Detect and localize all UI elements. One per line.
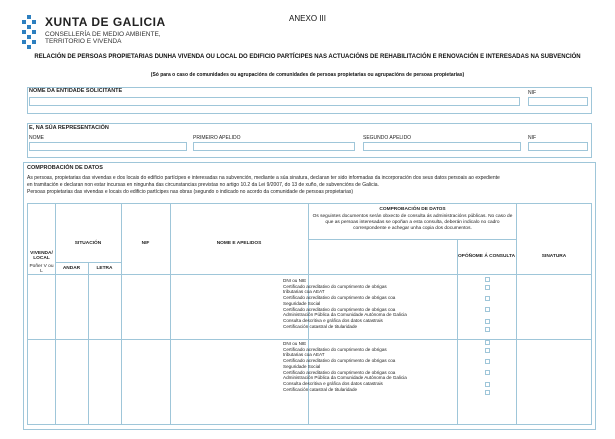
col-vivenda-subheader: Poñer V ou L <box>29 264 54 274</box>
doc-item: tributarias coa AEAT <box>283 352 325 358</box>
col-letra-header: LETRA <box>96 266 113 271</box>
entity-nif-field[interactable] <box>528 97 588 106</box>
department-line-1: CONSELLERÍA DE MEDIO AMBIENTE, <box>45 31 161 38</box>
row-1-oppose-catastro-checkbox[interactable] <box>485 319 490 324</box>
row-1-oppose-aeat-checkbox[interactable] <box>485 285 490 290</box>
col-situacion-header: SITUACIÓN <box>74 241 102 246</box>
segundo-apelido-field[interactable] <box>363 142 521 151</box>
row-2-oppose-ss-checkbox[interactable] <box>485 359 490 364</box>
entity-name-label: NOME DA ENTIDADE SOLICITANTE <box>29 88 123 94</box>
row-2-documents <box>283 341 443 392</box>
row-1-oppose-dni-checkbox[interactable] <box>485 277 490 282</box>
page-subtitle: (Só para o caso de comunidades ou agrupacións de comunidades de persoas propietarias ou agrupacións de persoas propietarias) <box>150 72 465 78</box>
row-1-documents <box>283 278 443 329</box>
representation-section <box>27 123 592 158</box>
col-nif-header: NIF <box>141 241 150 246</box>
nome-label: NOME <box>29 135 44 141</box>
doc-item: Consulta descritiva e gráfica dos datos catastrais <box>283 380 383 386</box>
segundo-apelido-label: SEGUNDO APELIDO <box>363 135 412 141</box>
row-2-oppose-catastro-checkbox[interactable] <box>485 382 490 387</box>
doc-item: Certificado acreditativo do cumprimento de obrigas coa <box>283 306 396 312</box>
doc-item: Certificación catastral de titularidade <box>283 386 358 392</box>
page-title: RELACIÓN DE PERSOAS PROPIETARIAS DUNHA VIVENDA OU LOCAL DO EDIFICIO PARTÍCIPES NAS ACTUACIÓNS DE REHABILITACIÓN E RENOVACIÓN E INTERESADAS NA SUBVENCIÓN <box>34 54 581 60</box>
data-check-label: COMPROBACIÓN DE DATOS <box>27 165 103 171</box>
row-1-oppose-ss-checkbox[interactable] <box>485 296 490 301</box>
doc-item: Certificado acreditativo do cumprimento de obrigas coa <box>283 369 396 375</box>
doc-item: tributarias coa AEAT <box>283 289 325 295</box>
doc-item: Seguridade Social <box>283 363 321 369</box>
annex-label: ANEXO III <box>289 14 326 23</box>
primeiro-apelido-field[interactable] <box>193 142 355 151</box>
row-2-oppose-aeat-checkbox[interactable] <box>485 348 490 353</box>
doc-item: Certificado acreditativo do cumprimento de obrigas <box>283 283 387 289</box>
doc-item: Consulta descritiva e gráfica dos datos catastrais <box>283 317 383 323</box>
doc-item: Seguridade Social <box>283 300 321 306</box>
row-2-oppose-dni-checkbox[interactable] <box>485 340 490 345</box>
row-2-oppose-xunta-checkbox[interactable] <box>485 370 490 375</box>
doc-item: Certificado acreditativo do cumprimento de obrigas <box>283 346 387 352</box>
data-check-paragraph-3: Persoas propietarias das vivendas e locais do edificio partícipes nas obras (segundo o indicado no acordo da comunidade de persoas propietarias) <box>27 189 354 195</box>
representation-label: E, NA SÚA REPRESENTACIÓN <box>29 125 109 131</box>
row-2-oppose-titularidade-checkbox[interactable] <box>485 390 490 395</box>
department-line-2: TERRITORIO E VIVENDA <box>45 38 122 45</box>
nome-field[interactable] <box>29 142 187 151</box>
col-nome-header: NOME E APELIDOS <box>216 241 262 246</box>
doc-item: Administración Pública da Comunidade Autónoma de Galicia <box>283 312 407 318</box>
entity-name-field[interactable] <box>29 97 520 106</box>
col-vivenda-header: VIVENDA/ LOCAL <box>30 251 53 261</box>
col-andar-header: ANDAR <box>62 266 81 271</box>
representative-nif-label: NIF <box>528 135 537 141</box>
row-1-oppose-titularidade-checkbox[interactable] <box>485 327 490 332</box>
doc-item: Certificado acreditativo do cumprimento de obrigas coa <box>283 358 396 364</box>
col-sinatura-header: SINATURA <box>541 254 567 259</box>
data-check-paragraph-1: As persoas, propietarias das vivendas e dos locais do edificio partícipes e interesadas na subvención, mediante a súa sinatura, declaran ter sido informadas da incorporación dos seus datos persoais ao expediente <box>27 175 500 181</box>
org-name: XUNTA DE GALICIA <box>45 15 166 29</box>
doc-item: DNI ou NIE <box>283 341 307 346</box>
doc-item: Administración Pública da Comunidade Autónoma de Galicia <box>283 375 407 381</box>
entity-nif-label: NIF <box>528 90 537 96</box>
col-comprobacion-title: COMPROBACIÓN DE DATOS <box>379 207 446 212</box>
col-oponome-header: OPÓÑOME Á CONSULTA <box>457 254 516 259</box>
representative-nif-field[interactable] <box>528 142 588 151</box>
data-check-paragraph-2: en tramitación e declaran non estar incursas en ningunha das circunstancias previstas no artigo 10.2 da Lei 9/2007, do 13 de xuño, de subvencións de Galicia. <box>27 182 379 188</box>
doc-item: DNI ou NIE <box>283 278 307 283</box>
row-1-oppose-xunta-checkbox[interactable] <box>485 307 490 312</box>
doc-item: Certificación catastral de titularidade <box>283 323 358 329</box>
primeiro-apelido-label: PRIMEIRO APELIDO <box>193 135 241 141</box>
doc-item: Certificado acreditativo do cumprimento de obrigas coa <box>283 295 396 301</box>
col-comprobacion-text: Os seguintes documentos serán obxecto de consulta ás administracións públicas. No caso de que as persoas interesadas se opoñan a esta consulta, deberán indicalo no cadro correspondente e achegar unha copia dos documentos. <box>312 214 513 231</box>
